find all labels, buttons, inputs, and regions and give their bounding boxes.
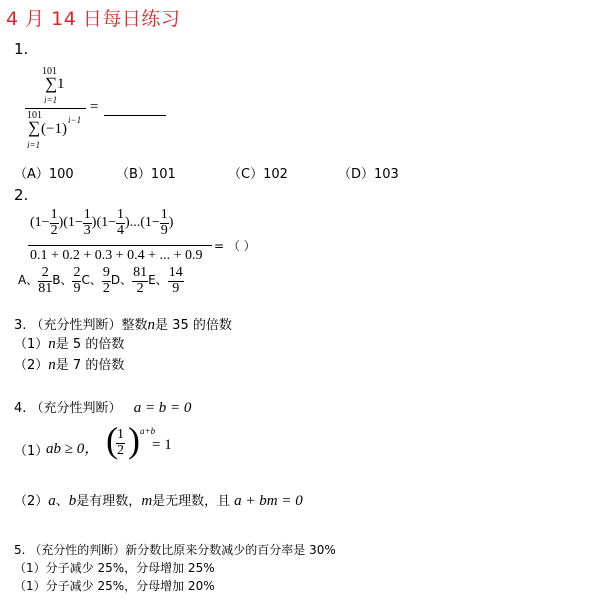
page-title: 4 月 14 日每日练习 bbox=[6, 8, 181, 30]
q4-condition-1-math: ab ≥ 0， bbox=[46, 441, 100, 457]
q3-stem: 3. （充分性判断）整数n是 35 的倍数 bbox=[14, 317, 232, 333]
q1-option-a: （A）100 bbox=[14, 167, 74, 182]
q1-sum-bottom-upper: 101 bbox=[27, 110, 42, 121]
q5-condition-1: （1）分子减少 25%，分母增加 25% bbox=[14, 561, 215, 575]
q2-option-b: B、 $\frac{2}{9}$ bbox=[52, 265, 81, 296]
q1-option-c: （C）102 bbox=[228, 167, 288, 182]
q2-options bbox=[18, 266, 184, 296]
q1-sum-top-lower: i=1 bbox=[44, 95, 58, 105]
q2-factor: (1− $\frac{1}{2}$ ) bbox=[30, 207, 64, 238]
q2-factor: (1− $\frac{1}{3}$ ) bbox=[63, 207, 97, 238]
q3-condition-2: （2）n是 7 的倍数 bbox=[14, 357, 125, 373]
q2-option-a: A、 $\frac{2}{81}$ bbox=[18, 265, 53, 296]
question-2-number: 2. bbox=[14, 186, 29, 204]
q1-option-d: （D）103 bbox=[338, 167, 399, 182]
q1-sum-bottom-body: (−1) bbox=[41, 121, 67, 137]
q3-condition-1: （1）n是 5 的倍数 bbox=[14, 336, 125, 352]
q2-answer-blank: = （ ） bbox=[214, 239, 256, 253]
q1-answer-blank bbox=[104, 115, 166, 116]
q2-denominator: 0.1 + 0.2 + 0.3 + 0.4 + ... + 0.9 bbox=[30, 248, 203, 263]
q4-left-paren: ( bbox=[106, 420, 118, 460]
question-1-number: 1. bbox=[14, 40, 29, 58]
q5-stem: 5. （充分性的判断）新分数比原来分数减少的百分率是 30% bbox=[14, 543, 336, 557]
q1-sum-bottom-lower: i=1 bbox=[27, 140, 41, 150]
q2-factor: (1− $\frac{1}{9}$ ) bbox=[140, 207, 174, 238]
q2-factor: (1− $\frac{1}{4}$ )... bbox=[96, 207, 141, 238]
q2-numerator-product bbox=[30, 208, 173, 238]
q4-stem: 4. （充分性判断） a = b = 0 bbox=[14, 400, 192, 416]
q2-option-d: D、 $\frac{81}{2}$ bbox=[110, 265, 148, 296]
q4-condition-2: （2）a、b是有理数，m是无理数，且 a + bm = 0 bbox=[14, 493, 303, 509]
q2-option-e: E、 $\frac{14}{9}$ bbox=[148, 265, 183, 296]
q4-right-paren: ) bbox=[128, 420, 140, 460]
q4-exponent: a+b bbox=[140, 426, 156, 436]
q1-sum-bottom-exponent: i−1 bbox=[68, 115, 82, 125]
q5-condition-2: （1）分子减少 25%，分母增加 20% bbox=[14, 579, 215, 593]
q4-fraction: $\frac{1}{2}$ bbox=[117, 427, 124, 458]
q2-fraction-bar bbox=[28, 245, 212, 246]
q1-equals: = bbox=[90, 99, 99, 115]
q1-option-b: （B）101 bbox=[116, 167, 176, 182]
q2-option-c: C、 $\frac{9}{2}$ bbox=[81, 265, 110, 296]
q4-condition-1-label: （1） bbox=[14, 444, 49, 459]
q4-condition-1-tail: = 1 bbox=[152, 437, 172, 453]
q1-sum-top-upper: 101 bbox=[42, 66, 57, 77]
q1-sigma-top-icon: ∑ bbox=[45, 74, 58, 93]
q1-sigma-bottom-icon: ∑ bbox=[28, 118, 41, 137]
q1-fraction-bar bbox=[25, 108, 86, 109]
q1-sum-top-body: 1 bbox=[57, 76, 65, 92]
